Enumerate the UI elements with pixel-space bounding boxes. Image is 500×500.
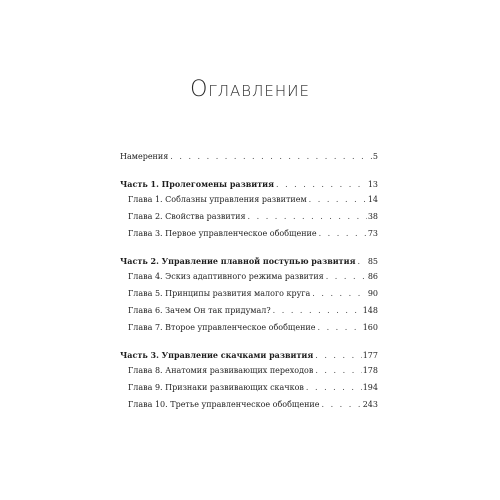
dot-leader xyxy=(315,367,361,375)
toc-page-number: 148 xyxy=(362,306,378,315)
toc-part-2[interactable] xyxy=(120,257,378,269)
toc-page-number: 5 xyxy=(372,152,378,161)
toc-page-number: 85 xyxy=(367,257,378,266)
toc-chapter-label: Глава 7. Второе управленческое обобщение xyxy=(128,323,316,332)
toc-chapter-label: Глава 2. Свойства развития xyxy=(128,212,246,221)
dot-leader xyxy=(322,401,362,409)
toc-chapter-10[interactable] xyxy=(120,401,378,413)
toc-chapter-label: Глава 1. Соблазны управления развитием xyxy=(128,195,307,204)
toc-chapter-6[interactable] xyxy=(120,307,378,319)
toc-page-number: 194 xyxy=(362,383,378,392)
toc-chapter-label: Глава 3. Первое управленческое обобщение xyxy=(128,229,317,238)
dot-leader xyxy=(306,384,362,392)
toc-chapter-5[interactable] xyxy=(120,290,378,302)
dot-leader xyxy=(273,307,362,315)
toc-page-number: 14 xyxy=(367,195,378,204)
toc-chapter-1[interactable] xyxy=(120,196,378,208)
toc-page-number: 243 xyxy=(362,400,378,409)
dot-leader xyxy=(315,352,361,360)
toc-entry-intentions[interactable] xyxy=(120,153,378,165)
dot-leader xyxy=(319,230,367,238)
toc-chapter-7[interactable] xyxy=(120,324,378,336)
toc-part-1[interactable] xyxy=(120,180,378,192)
toc-chapter-4[interactable] xyxy=(120,273,378,285)
dot-leader xyxy=(326,273,367,281)
toc-part-label: Часть 3. Управление скачками развития xyxy=(120,350,314,360)
toc-page-number: 160 xyxy=(362,323,378,332)
dot-leader xyxy=(357,258,366,266)
toc-chapter-9[interactable] xyxy=(120,384,378,396)
dot-leader xyxy=(312,290,367,298)
toc-page-number: 38 xyxy=(367,212,378,221)
toc-part-label: Часть 1. Пролегомены развития xyxy=(120,179,274,189)
toc-page-number: 90 xyxy=(367,289,378,298)
dot-leader xyxy=(276,181,367,189)
toc-chapter-label: Глава 8. Анатомия развивающих переходов xyxy=(128,366,314,375)
toc-chapter-label: Глава 10. Третье управленческое обобщение xyxy=(128,400,320,409)
toc-page-number: 73 xyxy=(367,229,378,238)
dot-leader xyxy=(309,196,367,204)
toc-page-number: 86 xyxy=(367,272,378,281)
toc-page-number: 178 xyxy=(362,366,378,375)
toc-part-3[interactable] xyxy=(120,351,378,363)
dot-leader xyxy=(248,213,367,221)
dot-leader xyxy=(318,324,362,332)
toc-chapter-2[interactable] xyxy=(120,213,378,225)
toc-entry-label: Намерения xyxy=(120,152,169,161)
dot-leader xyxy=(170,153,372,161)
toc-chapter-label: Глава 5. Принципы развития малого круга xyxy=(128,289,311,298)
page-title: Оглавление xyxy=(190,77,310,102)
toc-chapter-label: Глава 4. Эскиз адаптивного режима развития xyxy=(128,272,324,281)
toc-page-number: 13 xyxy=(367,180,378,189)
toc-part-label: Часть 2. Управление плавной поступью развития xyxy=(120,256,356,266)
toc-chapter-3[interactable] xyxy=(120,230,378,242)
toc-chapter-label: Глава 9. Признаки развивающих скачков xyxy=(128,383,304,392)
toc-page-number: 177 xyxy=(362,351,378,360)
toc-chapter-8[interactable] xyxy=(120,367,378,379)
toc-chapter-label: Глава 6. Зачем Он так придумал? xyxy=(128,306,271,315)
